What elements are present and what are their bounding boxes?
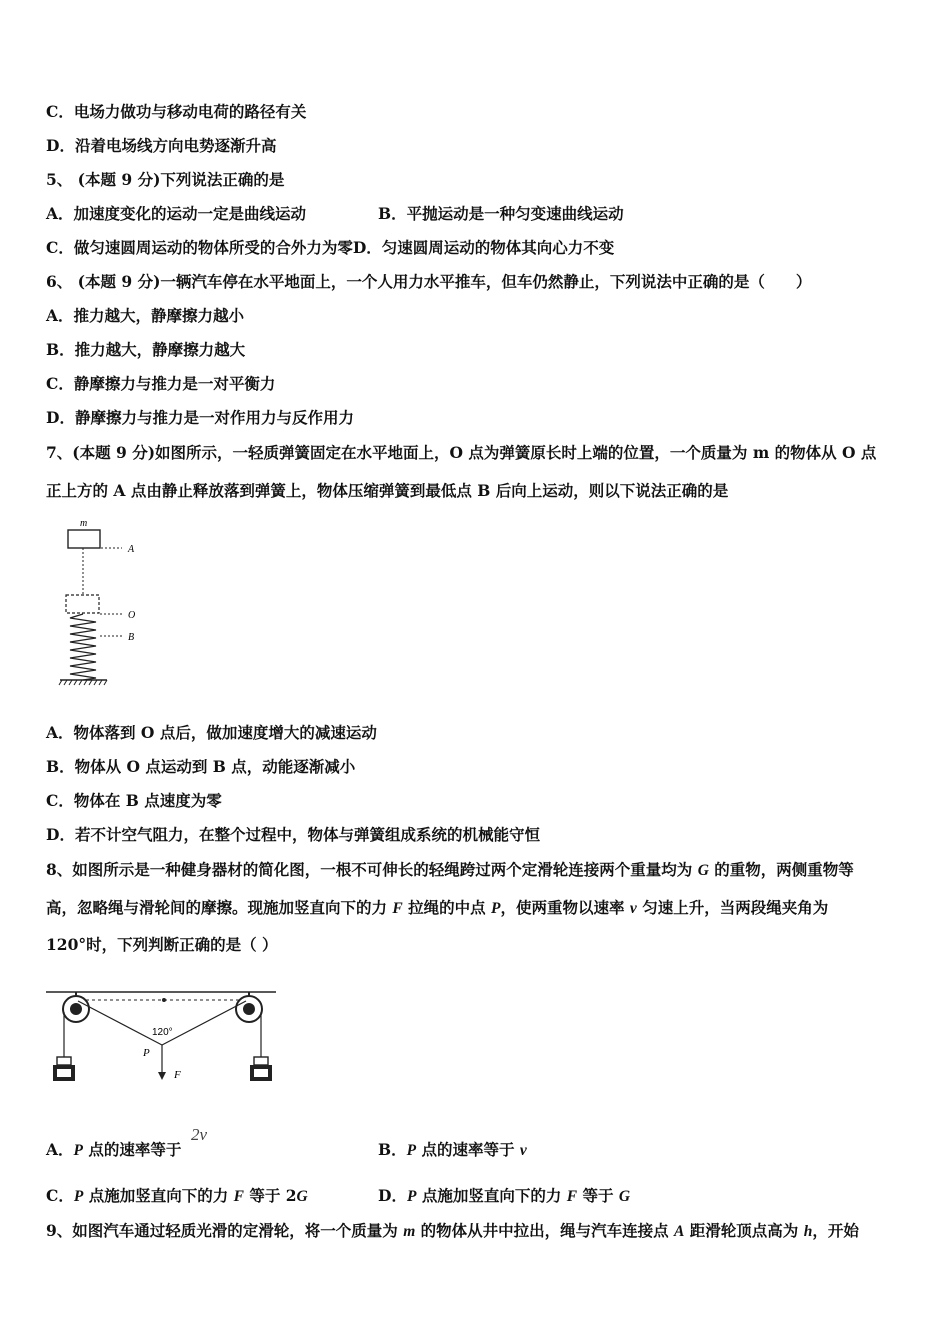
q6-option-b: B．推力越大，静摩擦力越大 xyxy=(46,340,246,359)
two-v-expression: 2v xyxy=(191,1125,208,1144)
q7-option-a: A．物体落到 O 点后，做加速度增大的减速运动 xyxy=(46,723,377,742)
question-6: 6、 (本题 9 分)一辆汽车停在水平地面上，一个人用力水平推车，但车仍然静止，下列说法中正确的是（ ） xyxy=(46,272,812,291)
rope-right xyxy=(162,1001,246,1045)
q6-option-c: C．静摩擦力与推力是一对平衡力 xyxy=(46,374,276,393)
q5-option-b: B．平抛运动是一种匀变速曲线运动 xyxy=(378,204,624,223)
q8-option-b: B．P 点的速率等于 v xyxy=(378,1140,527,1159)
q6-option-d: D．静摩擦力与推力是一对作用力与反作用力 xyxy=(46,408,354,427)
spring-figure xyxy=(52,514,162,692)
label-p: P xyxy=(143,1047,150,1059)
option-c-electric: C．电场力做功与移动电荷的路径有关 xyxy=(46,102,307,121)
question-8-line1: 8、如图所示是一种健身器材的简化图，一根不可伸长的轻绳跨过两个定滑轮连接两个重量均为 G 的重物，两侧重物等 xyxy=(46,860,854,879)
pulley-figure xyxy=(44,972,279,1097)
q8-option-d: D．P 点施加竖直向下的力 F 等于 G xyxy=(378,1186,631,1205)
question-5: 5、 (本题 9 分)下列说法正确的是 xyxy=(46,170,285,189)
rope-left xyxy=(78,1001,162,1045)
angle-label: 120° xyxy=(152,1027,173,1038)
q8-option-a: A．P 点的速率等于 xyxy=(46,1140,182,1159)
question-7-line2: 正上方的 A 点由静止释放落到弹簧上，物体压缩弹簧到最低点 B 后向上运动，则以下说法正确的是 xyxy=(46,481,729,500)
mass-block-dashed xyxy=(66,595,99,613)
q5-option-cd: C．做匀速圆周运动的物体所受的合外力为零D．匀速圆周运动的物体其向心力不变 xyxy=(46,238,615,257)
question-8-line2: 高，忽略绳与滑轮间的摩擦。现施加竖直向下的力 F 拉绳的中点 P，使两重物以速率 v 匀速上升，当两段绳夹角为 xyxy=(46,898,829,917)
question-7-line1: 7、(本题 9 分)如图所示，一轻质弹簧固定在水平地面上，O 点为弹簧原长时上端的位置，一个质量为 m 的物体从 O 点 xyxy=(46,443,877,462)
question-8-line3: 120°时，下列判断正确的是（ ） xyxy=(46,935,278,954)
q6-option-a: A．推力越大，静摩擦力越小 xyxy=(46,306,245,325)
q7-option-b: B．物体从 O 点运动到 B 点，动能逐渐减小 xyxy=(46,757,356,776)
label-f: F xyxy=(174,1069,181,1081)
q7-option-c: C．物体在 B 点速度为零 xyxy=(46,791,222,810)
label-b: B xyxy=(128,632,135,643)
label-a: A xyxy=(128,544,135,555)
mass-block-top xyxy=(68,530,100,548)
label-o: O xyxy=(128,610,136,621)
option-d-electric: D．沿着电场线方向电势逐渐升高 xyxy=(46,136,277,155)
q8-option-c: C．P 点施加竖直向下的力 F 等于 2G xyxy=(46,1186,308,1205)
q5-option-a: A．加速度变化的运动一定是曲线运动 xyxy=(46,204,307,223)
label-m: m xyxy=(80,518,88,529)
q7-option-d: D．若不计空气阻力，在整个过程中，物体与弹簧组成系统的机械能守恒 xyxy=(46,825,540,844)
question-9: 9、如图汽车通过轻质光滑的定滑轮，将一个质量为 m 的物体从井中拉出，绳与汽车连接点 A 距滑轮顶点高为 h，开始 xyxy=(46,1221,859,1240)
spring xyxy=(70,614,96,680)
